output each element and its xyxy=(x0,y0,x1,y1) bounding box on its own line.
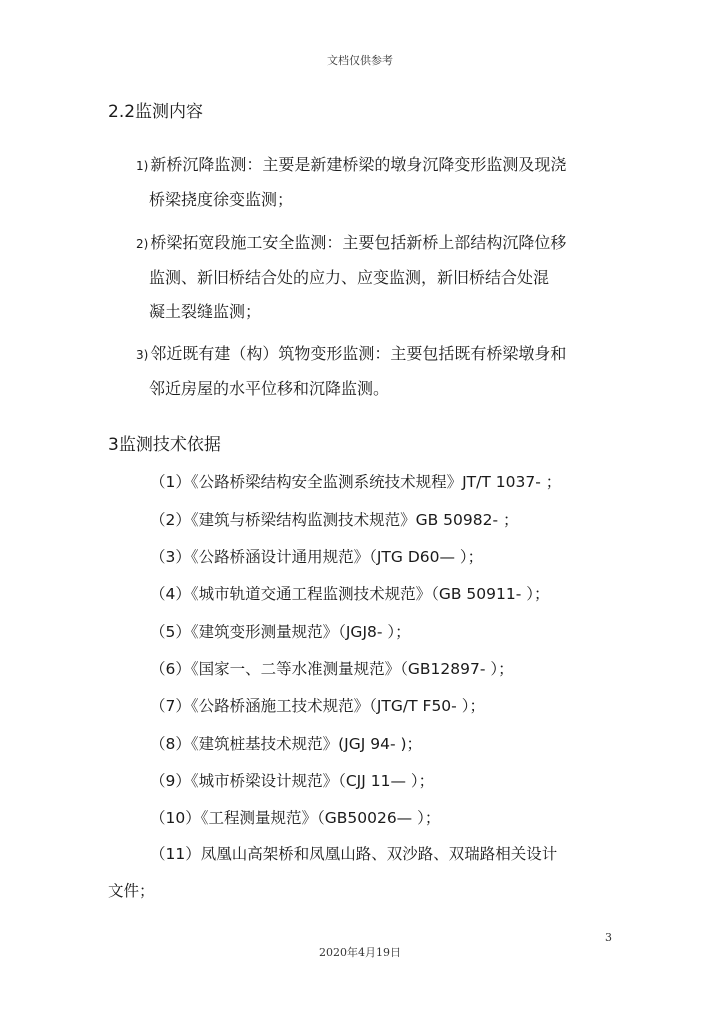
reference-item: （1）《公路桥梁结构安全监测系统技术规程》JT/T 1037- ； xyxy=(150,473,562,491)
reference-item: （7）《公路桥涵施工技术规范》（JTG/T F50- ）； xyxy=(150,697,485,715)
section-heading-technical-basis: 3监测技术依据 xyxy=(108,435,221,455)
reference-item: （4）《城市轨道交通工程监测技术规范》（GB 50911- ）； xyxy=(150,585,550,603)
reference-item: （6）《国家一、二等水准测量规范》（GB12897- ）； xyxy=(150,660,514,678)
list-item-text: 监测、新旧桥结合处的应力、应变监测，新旧桥结合处混 xyxy=(149,268,550,287)
list-item xyxy=(136,337,616,406)
list-item-text: 桥梁拓宽段施工安全监测：主要包括新桥上部结构沉降位移 xyxy=(150,233,567,252)
reference-item: （2）《建筑与桥梁结构监测技术规范》GB 50982- ； xyxy=(150,511,519,529)
reference-item-text: （11）凤凰山高架桥和凤凰山路、双沙路、双瑞路相关设计 xyxy=(150,845,558,863)
list-item-text: 桥梁挠度徐变监测； xyxy=(149,190,294,209)
page-number: 3 xyxy=(605,931,612,944)
list-item-number: 2) xyxy=(136,237,149,251)
list-item xyxy=(136,148,616,217)
reference-item: （9）《城市桥梁设计规范》（CJJ 11— ）； xyxy=(150,772,435,790)
reference-item: （8）《建筑桩基技术规范》(JGJ 94- )； xyxy=(150,735,423,753)
page-footer-date: 2020年4月19日 xyxy=(319,946,401,959)
list-item-text: 邻近既有建（构）筑物变形监测：主要包括既有桥梁墩身和 xyxy=(150,344,567,363)
reference-item: （5）《建筑变形测量规范》（JGJ8- ）； xyxy=(150,623,411,641)
list-item-number: 1) xyxy=(136,159,149,173)
list-item-text: 凝土裂缝监测； xyxy=(149,302,262,321)
list-item xyxy=(136,226,616,329)
reference-item: （10）《工程测量规范》（GB50026— ）； xyxy=(150,809,441,827)
reference-item xyxy=(108,836,628,910)
list-item-text: 新桥沉降监测：主要是新建桥梁的墩身沉降变形监测及现浇 xyxy=(150,155,567,174)
section-heading-monitoring-content: 2.2监测内容 xyxy=(108,102,204,122)
reference-item-text: 文件； xyxy=(108,882,155,900)
list-item-text: 邻近房屋的水平位移和沉降监测。 xyxy=(149,379,390,398)
reference-item: （3）《公路桥涵设计通用规范》（JTG D60— ）； xyxy=(150,548,484,566)
page-header: 文档仅供参考 xyxy=(327,54,393,67)
list-item-number: 3) xyxy=(136,348,149,362)
